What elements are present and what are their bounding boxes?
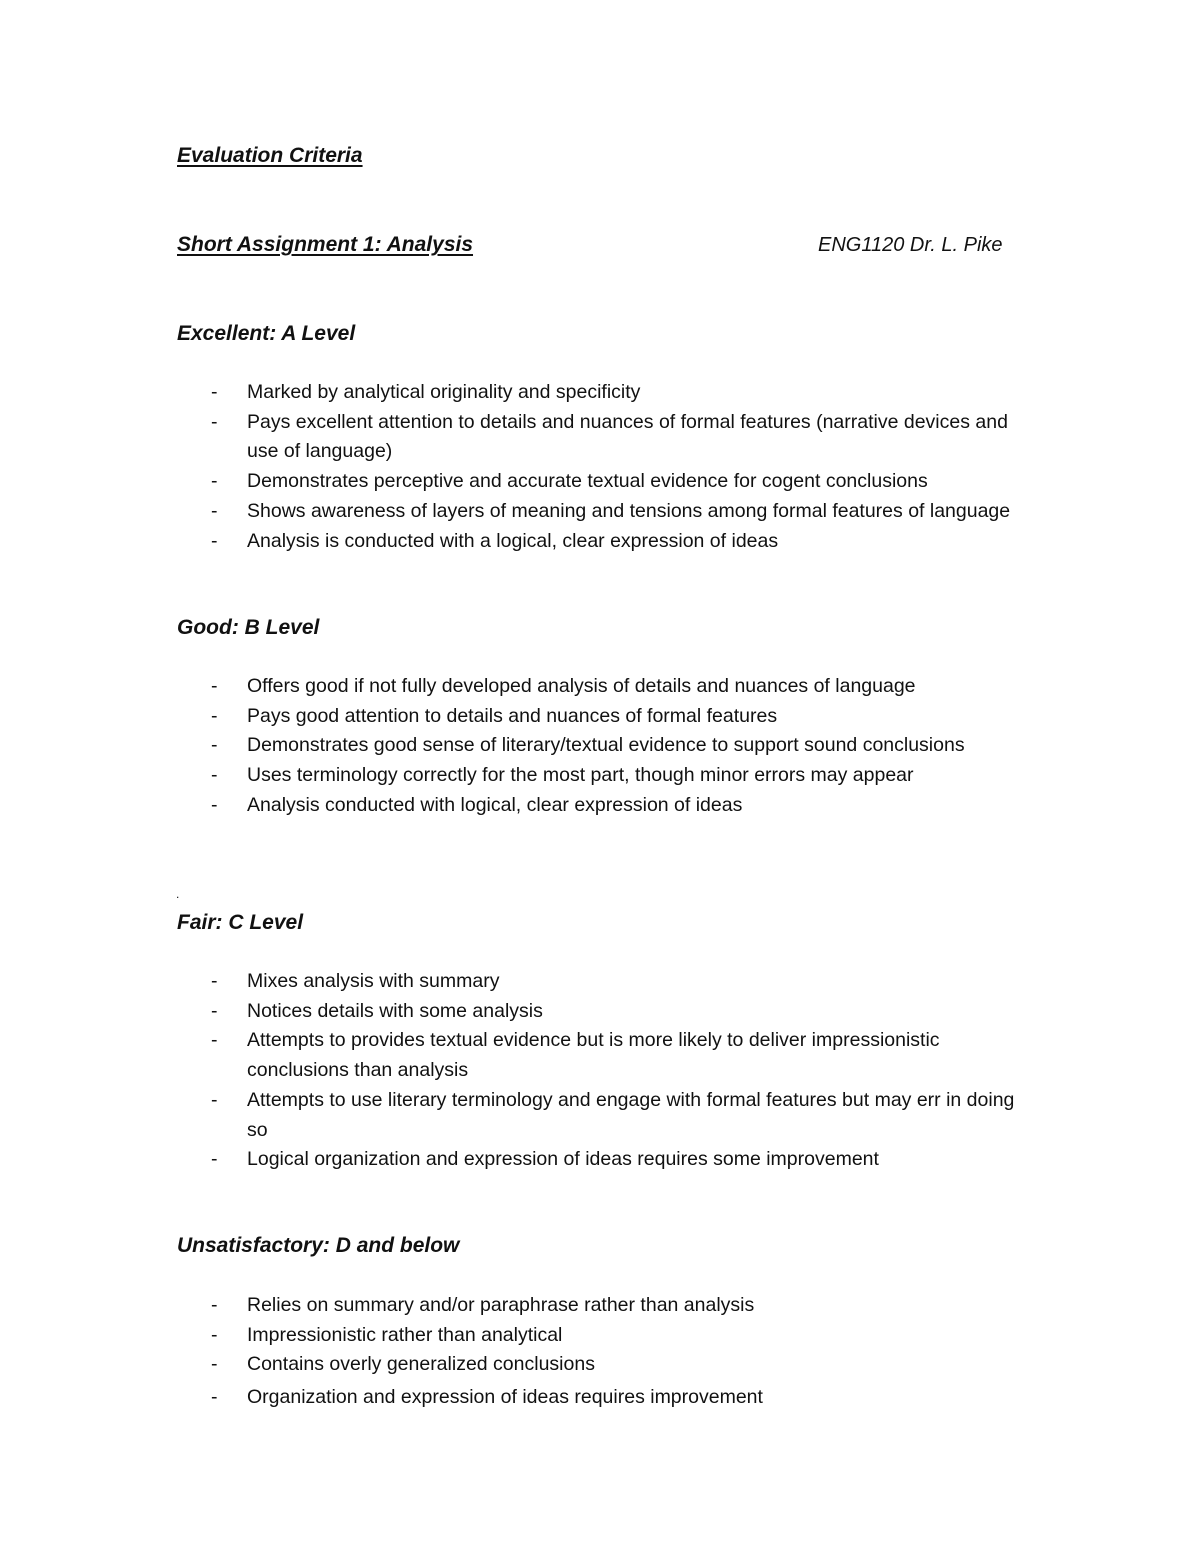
- criteria-list-fair: [0, 967, 1200, 1175]
- list-item: - Pays good attention to details and nuances of formal features: [211, 704, 778, 727]
- list-item: - Attempts to use literary terminology and engage with formal features but may err in doing so: [211, 1088, 1015, 1141]
- criteria-list-excellent: [0, 378, 1200, 556]
- section-heading-unsatisfactory: Unsatisfactory: D and below: [177, 1234, 460, 1257]
- list-item: - Offers good if not fully developed analysis of details and nuances of language: [211, 675, 916, 697]
- course-info: ENG1120 Dr. L. Pike: [818, 234, 1003, 256]
- stray-mark: .: [176, 887, 180, 901]
- list-item: - Uses terminology correctly for the most part, though minor errors may appear: [211, 764, 914, 787]
- section-heading-excellent: Excellent: A Level: [177, 322, 356, 345]
- section-heading-fair: Fair: C Level: [177, 911, 304, 934]
- criteria-list-unsatisfactory: [0, 1291, 1200, 1413]
- list-item: - Demonstrates perceptive and accurate textual evidence for cogent conclusions: [211, 470, 928, 493]
- list-item: - Analysis conducted with logical, clear expression of ideas: [211, 793, 743, 816]
- list-item: - Relies on summary and/or paraphrase rather than analysis: [211, 1294, 755, 1316]
- list-item: - Pays excellent attention to details and nuances of formal features (narrative devices and use of language): [211, 410, 1008, 463]
- list-item: - Analysis is conducted with a logical, clear expression of ideas: [211, 529, 779, 552]
- list-item: - Shows awareness of layers of meaning and tensions among formal features of language: [211, 499, 1011, 522]
- list-item: - Marked by analytical originality and specificity: [211, 381, 641, 403]
- document-title: Evaluation Criteria: [177, 144, 363, 167]
- list-item: - Attempts to provides textual evidence but is more likely to deliver impressionistic conclusions than analysis: [211, 1029, 940, 1082]
- list-item: - Demonstrates good sense of literary/textual evidence to support sound conclusions: [211, 734, 965, 757]
- criteria-list-good: [0, 672, 1200, 821]
- list-item: - Mixes analysis with summary: [211, 970, 500, 992]
- section-heading-good: Good: B Level: [177, 616, 320, 639]
- list-item: - Contains overly generalized conclusions: [211, 1353, 595, 1376]
- list-item: - Notices details with some analysis: [211, 999, 543, 1022]
- list-item: - Impressionistic rather than analytical: [211, 1323, 563, 1346]
- list-item: - Organization and expression of ideas requires improvement: [211, 1386, 763, 1409]
- assignment-title: Short Assignment 1: Analysis: [177, 233, 474, 256]
- list-item: - Logical organization and expression of ideas requires some improvement: [211, 1148, 879, 1171]
